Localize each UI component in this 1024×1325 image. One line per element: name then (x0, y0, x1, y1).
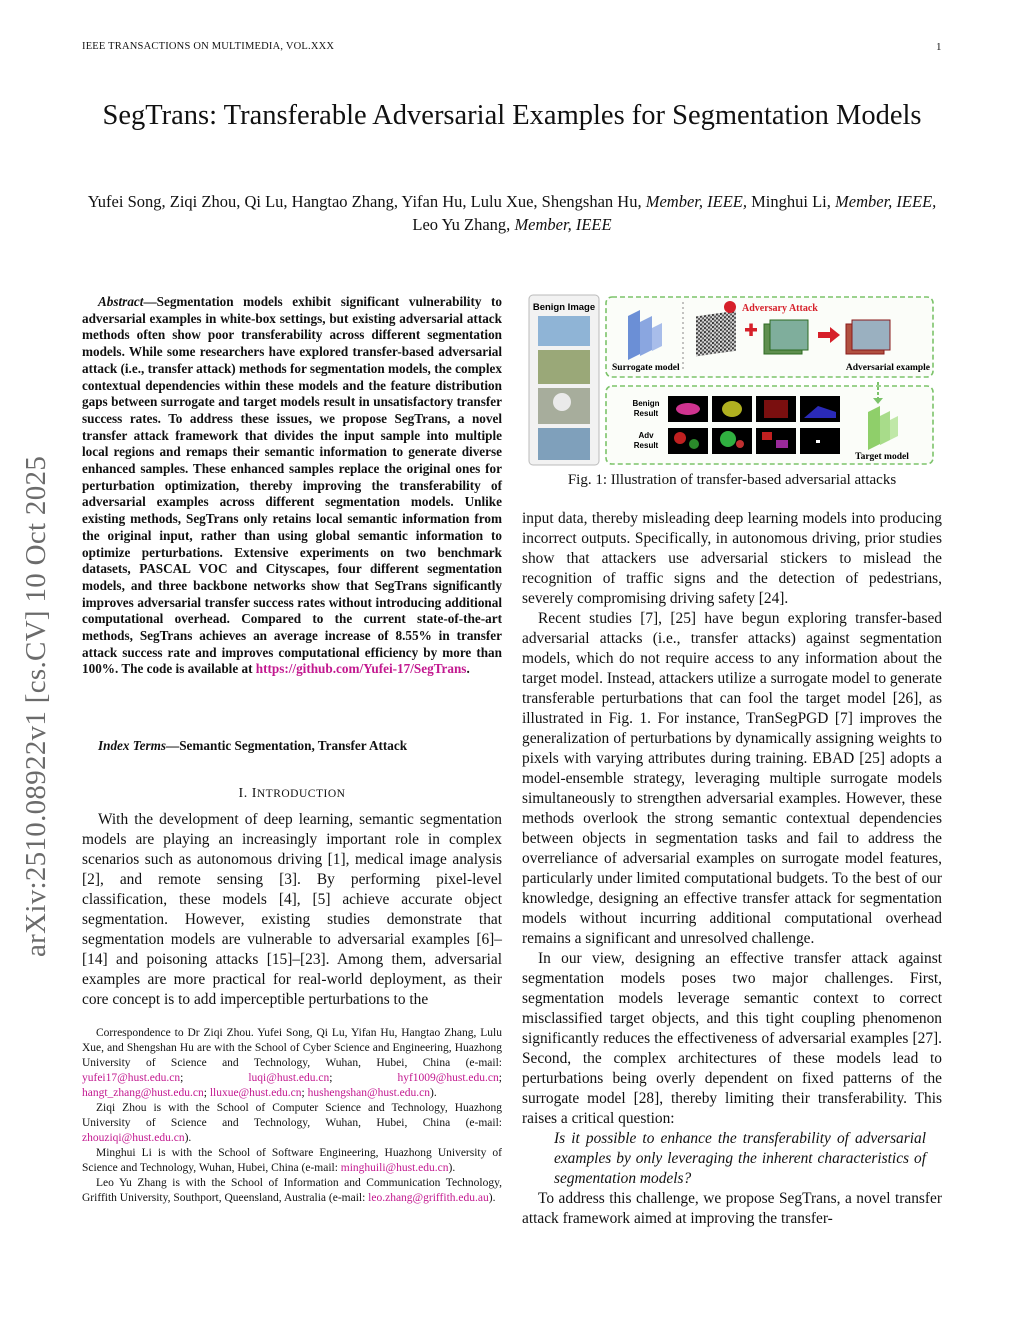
email-link[interactable]: hyf1009@hust.edu.cn (397, 1072, 499, 1084)
corr-sep: ; (329, 1072, 398, 1084)
adv-mask (668, 428, 708, 454)
adv-mask-object (816, 440, 820, 443)
target-model-label: Target model (855, 452, 909, 462)
adversarial-stack (852, 320, 890, 350)
member-tag: Member, IEEE, (835, 192, 937, 211)
research-question: Is it possible to enhance the transferability of adversarial examples by only leveraging the inherent characteristics of segmentation models? (554, 1130, 926, 1187)
target-layer (880, 411, 890, 445)
authors-part: Leo Yu Zhang, (412, 215, 515, 234)
adversarial-example-label: Adversarial example (845, 363, 930, 373)
benign-mask-object (676, 403, 700, 415)
target-layer (890, 416, 898, 440)
abstract (82, 294, 502, 678)
perturbation-noise (696, 311, 736, 357)
sample-image-boat (538, 428, 590, 460)
target-layer (868, 406, 880, 450)
corr-sep: ; (203, 1087, 210, 1099)
abstract-text: —Segmentation models exhibit significant vulnerability to adversarial examples in white-box settings, but existing adversarial attack methods often show poor transferability across different segmentation models. While some researchers have explored transfer-based adversarial attack (i.e., transfer attack) methods for segmentation models, the complex contextual dependencies within these models and the feature distribution gaps between surrogate and target models result in unsatisfactory transfer success rates. To address these issues, we propose SegTrans, a novel transfer attack framework that divides the input sample into multiple local regions and remaps their semantic information to generate diverse enhanced samples. These enhanced samples replace the original ones for perturbation optimization, thereby improving the transferability of adversarial examples across different segmentation models. Unlike existing methods, SegTrans only retains local semantic information from the original input, rather than using global semantic information to optimize perturbations. Extensive experiments on two benchmark datasets, PASCAL VOC and Cityscapes, four different segmentation models, and three backbone networks show that SegTrans significantly improves adversarial transfer success rates without introducing additional computational overhead. Compared to the current state-of-the-art methods, SegTrans achieves an average increase of 8.55% in transfer attack success rate and improves computational efficiency by more than 100%. The code is available at (82, 294, 502, 677)
section-title-rest: NTRODUCTION (256, 788, 346, 800)
adversary-attack-label: Adversary Attack (742, 303, 818, 314)
paper-title: SegTrans: Transferable Adversarial Examples for Segmentation Models (102, 100, 922, 131)
page-number: 1 (936, 41, 942, 53)
benign-result-label: Benign (632, 399, 660, 408)
corr-sep: ; (498, 1072, 502, 1084)
section-heading (82, 786, 502, 802)
email-link[interactable]: leo.zhang@griffith.edu.au (368, 1192, 489, 1204)
intro-paragraph (82, 810, 502, 1010)
index-terms-label: Index Terms (98, 738, 167, 753)
author-list (80, 190, 944, 236)
corr-text: Correspondence to Dr Ziqi Zhou. Yufei Song, Qi Lu, Yifan Hu, Hangtao Zhang, Lulu Xue, and Shengshan Hu are with the School of Cyber Science and Engineering, Huazhong University of Science and Technology, Wuhan, Hubei, China (e-mail: (82, 1027, 502, 1069)
benign-mask-object (764, 400, 788, 418)
adv-mask-object (720, 431, 736, 447)
adv-result-label: Adv (638, 431, 654, 440)
body-paragraph: To address this challenge, we propose SegTrans, a novel transfer attack framework aimed at improving the transfer- (522, 1190, 942, 1227)
corr-text: Ziqi Zhou is with the School of Computer Science and Technology, Huazhong University of Science and Technology, Wuhan, Hubei, China (e-mail: (82, 1102, 502, 1129)
plus-icon-bar (749, 324, 753, 337)
body-paragraph: input data, thereby misleading deep learning models into producing incorrect outputs. Specifically, in autonomous driving, prior studies show that attackers use adversarial stickers to mislead the recognition of traffic signs and the detection of pedestrians, severely compromising driving safety [24]. (522, 510, 942, 607)
right-column-text (522, 509, 942, 1229)
section-numeral: I. I (238, 786, 257, 801)
benign-stack (770, 320, 808, 350)
corr-end: ). (448, 1162, 456, 1174)
email-link[interactable]: hushengshan@hust.edu.cn (307, 1087, 430, 1099)
corr-end: ). (184, 1132, 192, 1144)
arxiv-identifier: arXiv:2510.08922v1 [cs.CV] 10 Oct 2025 (20, 455, 52, 957)
running-header: IEEE TRANSACTIONS ON MULTIMEDIA, VOL.XXX (82, 41, 335, 52)
email-link[interactable]: lluxue@hust.edu.cn (209, 1087, 302, 1099)
corr-paragraph (82, 1026, 502, 1101)
member-tag: Member, IEEE, (645, 192, 747, 211)
corr-text: Leo Yu Zhang is with the School of Information and Communication Technology, Griffith University, Southport, Queensland, Australia (e-mail: (82, 1177, 502, 1204)
corr-paragraph (82, 1176, 502, 1206)
correspondence-footnote (82, 1026, 502, 1206)
lock-icon (724, 301, 736, 313)
corr-paragraph (82, 1101, 502, 1146)
corr-end: ). (488, 1192, 496, 1204)
email-link[interactable]: hangt_zhang@hust.edu.cn (82, 1087, 204, 1099)
intro-text: With the development of deep learning, semantic segmentation models are playing an increasingly important role in complex scenarios such as autonomous driving [1], medical image analysis [2], and remote sensing [3]. By performing pixel-level classification, these models [4], [5] achieve accurate object segmentation. However, existing studies demonstrate that segmentation models are vulnerable to adversarial examples [6]–[14] and poisoning attacks [15]–[23]. Among them, adversarial examples are more practical for real-world deployment, as their core concept is to add imperceptible perturbations to the (82, 811, 502, 1008)
adv-mask-object (762, 432, 772, 440)
email-link[interactable]: yufei17@hust.edu.cn (82, 1072, 181, 1084)
corr-text: Minghui Li is with the School of Software Engineering, Huazhong University of Science and Technology, Wuhan, Hubei, China (e-mail: (82, 1147, 502, 1174)
body-paragraph: In our view, designing an effective transfer attack against segmentation models poses two major challenges. First, segmentation models leverage semantic context to correct misclassified target objects, and this tight coupling phenomenon significantly reduces the effectiveness of adversarial examples [27]. Second, the complex architectures of these models lead to perturbations being overly dependent on fixed patterns of the surrogate model [28], thereby limiting their transferability. This raises a critical question: (522, 950, 942, 1127)
corr-paragraph (82, 1146, 502, 1176)
surrogate-layer (640, 316, 652, 356)
email-link[interactable]: zhouziqi@hust.edu.cn (82, 1132, 185, 1144)
surrogate-layer (628, 310, 640, 360)
benign-image-label: Benign Image (532, 302, 596, 313)
corr-sep: ; (180, 1072, 249, 1084)
sample-cat-shape (553, 393, 571, 411)
email-link[interactable]: minghuili@hust.edu.cn (340, 1162, 449, 1174)
benign-mask-object (722, 401, 742, 417)
member-tag: Member, IEEE (514, 215, 612, 234)
index-terms-text: —Semantic Segmentation, Transfer Attack (166, 738, 408, 753)
sample-image-bird (538, 350, 590, 384)
adv-mask-object (689, 439, 699, 449)
figure-1 (528, 294, 936, 466)
benign-result-label-2: Result (633, 409, 659, 418)
adv-result-label-2: Result (633, 441, 659, 450)
figure-caption: Fig. 1: Illustration of transfer-based adversarial attacks (567, 472, 897, 488)
authors-part: Minghui Li, (747, 192, 836, 211)
code-link[interactable]: https://github.com/Yufei-17/SegTrans (255, 661, 467, 677)
body-paragraph: Recent studies [7], [25] have begun exploring transfer-based adversarial attacks (i.e., transfer attacks) against segmentation models, which do not require access to any information about the target model. Instead, attackers utilize a surrogate model to generate transferable perturbations that can fool the target model [26], as illustrated in Fig. 1. For instance, TranSegPGD [7] improves the generalization of perturbations by dynamically assigning weights to pixels with varying attributes during training. EBAD [25] adopts a model-ensemble strategy, leveraging multiple surrogate models simultaneously to strengthen adversarial examples. However, these methods overlook the strong semantic contextual dependencies between objects in segmentation tasks and fail to address the overreliance of adversarial examples on surrogate model features, particularly under limited computational budgets. To the best of our knowledge, designing an effective transfer attack for segmentation models without incurring additional computational overhead remains a significant and unresolved challenge. (522, 610, 942, 947)
sample-image-airplane (538, 316, 590, 346)
corr-end: ). (430, 1087, 437, 1099)
abstract-label: Abstract (98, 294, 144, 309)
surrogate-model-label: Surrogate model (612, 363, 680, 373)
figure-illustration (528, 294, 936, 466)
corr-sep: ; (301, 1087, 308, 1099)
adv-mask-object (776, 440, 788, 448)
abstract-end: . (466, 661, 470, 677)
index-terms (82, 738, 502, 754)
email-link[interactable]: luqi@hust.edu.cn (248, 1072, 330, 1084)
adv-mask-object (674, 432, 686, 444)
authors-part: Yufei Song, Ziqi Zhou, Qi Lu, Hangtao Zhang, Yifan Hu, Lulu Xue, Shengshan Hu, (87, 192, 646, 211)
adv-mask-object (736, 440, 744, 448)
